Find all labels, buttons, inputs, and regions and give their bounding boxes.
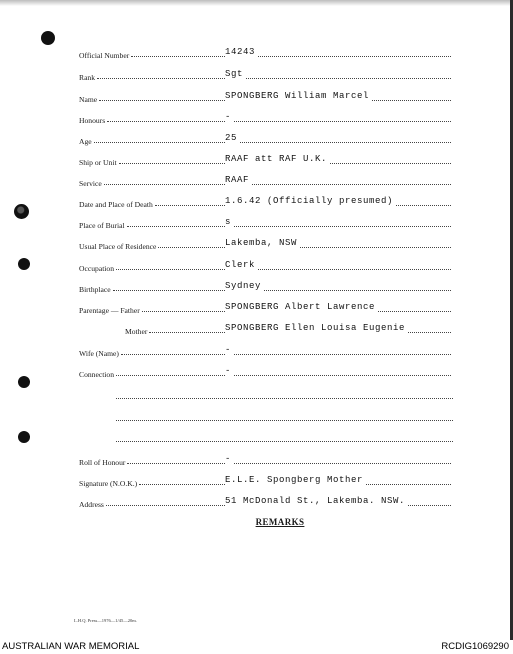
field-label: Name (79, 95, 98, 104)
field-label: Usual Place of Residence (79, 242, 157, 251)
field-value-wrap (225, 254, 453, 270)
field-value: - (225, 345, 232, 355)
field-value-wrap (225, 317, 453, 333)
footer-reference: RCDIG1069290 (441, 641, 509, 652)
remarks-heading: REMARKS (255, 517, 305, 527)
field-value: - (225, 112, 232, 122)
punch-hole-icon (41, 31, 55, 45)
blank-line (116, 440, 453, 442)
field-value-wrap (225, 275, 453, 291)
punch-hole-icon (18, 376, 30, 388)
blank-line (116, 419, 453, 421)
field-value: RAAF att RAF U.K. (225, 154, 328, 164)
scan-top-edge (0, 0, 513, 6)
field-value: 25 (225, 133, 238, 143)
field-value: 14243 (225, 47, 256, 57)
field-label: Service (79, 179, 102, 188)
footer (0, 641, 513, 654)
field-value-wrap (225, 211, 453, 227)
field-value-wrap (225, 232, 453, 248)
field-value: Sgt (225, 69, 244, 79)
field-value-wrap (225, 148, 453, 164)
blank-line (116, 397, 453, 399)
field-label: Birthplace (79, 285, 111, 294)
field-label: Mother (125, 327, 148, 336)
field-value-wrap (225, 106, 453, 122)
field-value-wrap (225, 41, 453, 57)
field-label: Address (79, 500, 104, 509)
field-label: Date and Place of Death (79, 200, 153, 209)
field-value: Sydney (225, 281, 262, 291)
field-value-wrap (225, 63, 453, 79)
punch-hole-icon (18, 431, 30, 443)
field-value: 51 McDonald St., Lakemba. NSW. (225, 496, 406, 506)
field-value-wrap (225, 469, 453, 485)
field-value-wrap (225, 190, 453, 206)
field-value: Lakemba, NSW (225, 238, 298, 248)
footer-source: AUSTRALIAN WAR MEMORIAL (2, 641, 140, 652)
field-value: Clerk (225, 260, 256, 270)
field-value-wrap (225, 85, 453, 101)
field-value-wrap (225, 296, 453, 312)
field-label: Roll of Honour (79, 458, 126, 467)
field-value-wrap (225, 127, 453, 143)
punch-hole-icon (18, 258, 30, 270)
field-value: s (225, 217, 232, 227)
field-value-wrap (225, 360, 453, 376)
field-value-wrap (225, 339, 453, 355)
field-label: Parentage — Father (79, 306, 140, 315)
field-value: SPONGBERG Albert Lawrence (225, 302, 376, 312)
field-value-wrap (225, 490, 453, 506)
printer-imprint: L.H.Q. Press—1976—1/45—20m. (74, 618, 137, 623)
field-value: E.L.E. Spongberg Mother (225, 475, 364, 485)
field-value: RAAF (225, 175, 250, 185)
field-label: Honours (79, 116, 106, 125)
field-value-wrap (225, 169, 453, 185)
field-label: Signature (N.O.K.) (79, 479, 138, 488)
field-label: Rank (79, 73, 96, 82)
field-value: - (225, 366, 232, 376)
field-value: - (225, 454, 232, 464)
field-value: SPONGBERG Ellen Louisa Eugenie (225, 323, 406, 333)
field-label: Age (79, 137, 92, 146)
punch-hole-icon (14, 204, 29, 219)
field-label: Ship or Unit (79, 158, 117, 167)
field-value-wrap (225, 448, 453, 464)
field-label: Connection (79, 370, 115, 379)
field-value: 1.6.42 (Officially presumed) (225, 196, 394, 206)
field-value: SPONGBERG William Marcel (225, 91, 370, 101)
field-label: Official Number (79, 51, 130, 60)
field-label: Place of Burial (79, 221, 125, 230)
field-label: Occupation (79, 264, 115, 273)
field-label: Wife (Name) (79, 349, 119, 358)
